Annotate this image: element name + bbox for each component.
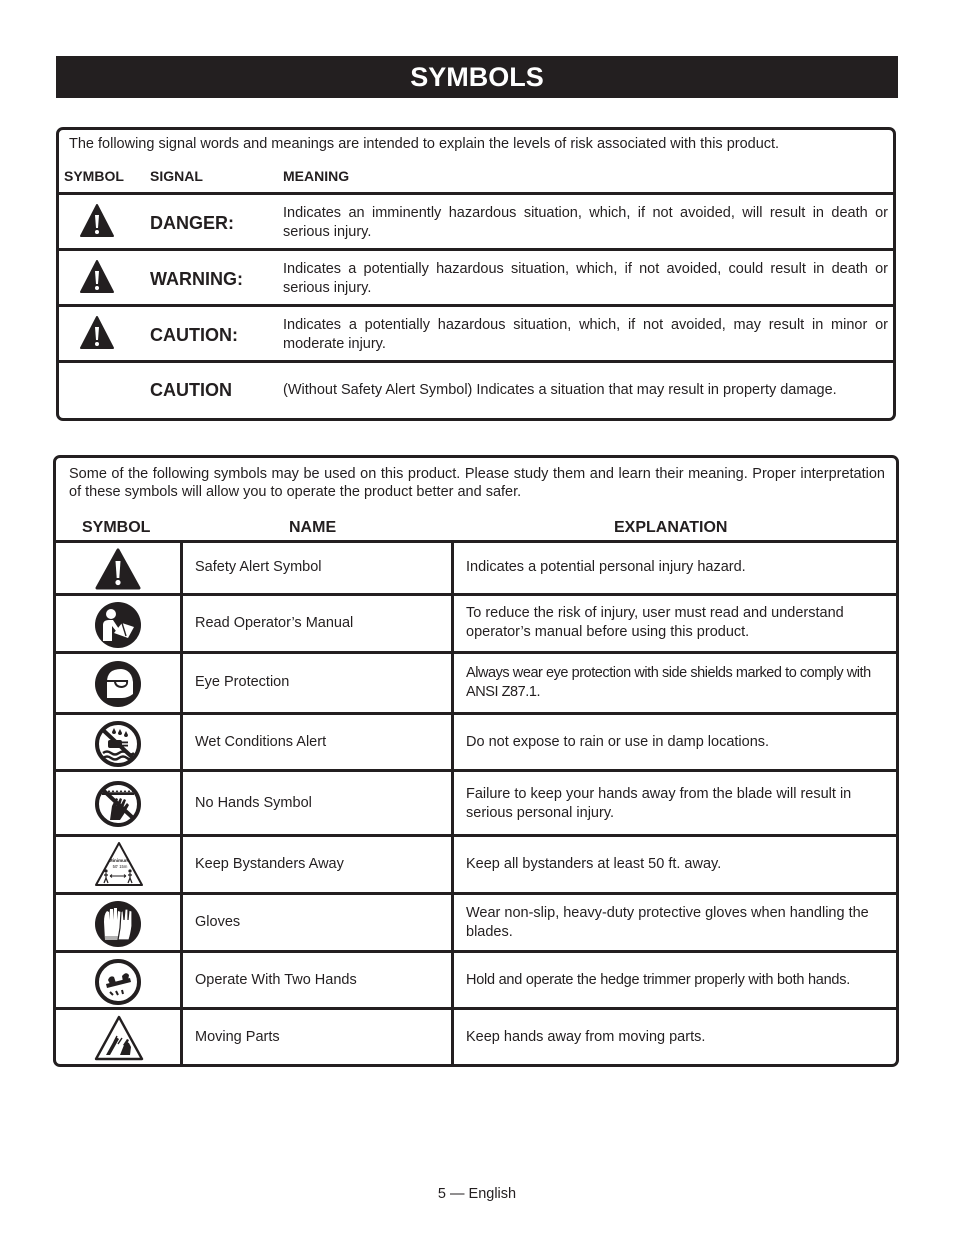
signal-word: DANGER:: [150, 213, 234, 233]
symbol-name: Gloves: [195, 914, 241, 930]
signal-meaning: Indicates a potentially hazardous situation, which, if not avoided, could result in death or serious injury.: [283, 261, 888, 296]
signal-row-warning: [59, 248, 893, 304]
symbol-explanation: Do not expose to rain or use in damp locations.: [466, 734, 770, 750]
symbol-name: Eye Protection: [195, 674, 290, 690]
symbol-name: No Hands Symbol: [195, 795, 312, 811]
two-hands-icon: [94, 958, 142, 1006]
symbol-explanation: Keep hands away from moving parts.: [466, 1029, 706, 1045]
signal-row-caution-alert: [59, 304, 893, 360]
signal-meaning: Indicates an imminently hazardous situation, which, if not avoided, will result in death or serious injury.: [283, 205, 888, 240]
signal-word: CAUTION:: [150, 325, 238, 345]
header-symbol: SYMBOL: [82, 519, 151, 536]
symbol-name: Moving Parts: [195, 1029, 280, 1045]
symbol-explanation: To reduce the risk of injury, user must read and understand operator’s manual before using this product.: [466, 605, 844, 640]
no-hands-icon: [94, 780, 142, 828]
signal-meaning: Indicates a potentially hazardous situation, which, if not avoided, may result in minor or moderate injury.: [283, 317, 888, 352]
symbols-box: [53, 455, 899, 1067]
moving-parts-icon: [94, 1015, 144, 1061]
safety-alert-icon: [79, 315, 115, 351]
page-title: SYMBOLS: [56, 56, 898, 98]
signal-meaning: (Without Safety Alert Symbol) Indicates a situation that may result in property damage.: [283, 382, 837, 398]
header-signal: SIGNAL: [150, 168, 203, 184]
signal-word: WARNING:: [150, 269, 243, 289]
symbol-name: Safety Alert Symbol: [195, 559, 322, 575]
signal-words-intro: The following signal words and meanings are intended to explain the levels of risk associated with this product.: [69, 136, 780, 152]
header-explanation: EXPLANATION: [614, 519, 728, 536]
symbol-explanation: Failure to keep your hands away from the blade will result in serious personal injury.: [466, 786, 852, 821]
gloves-icon: [94, 900, 142, 948]
column-divider: [180, 540, 183, 1064]
header-name: NAME: [289, 519, 337, 536]
symbol-explanation: Always wear eye protection with side shields marked to comply with ANSI Z87.1.: [466, 665, 871, 700]
column-divider: [451, 540, 454, 1064]
bystanders-distance-label: 50' 15m: [112, 864, 128, 869]
eye-protection-icon: [94, 660, 142, 708]
symbol-explanation: Hold and operate the hedge trimmer properly with both hands.: [466, 972, 850, 988]
signal-row-caution: [59, 360, 893, 418]
symbol-name: Read Operator’s Manual: [195, 615, 354, 631]
signal-row-danger: [59, 192, 893, 248]
symbols-intro: Some of the following symbols may be used on this product. Please study them and learn their meaning. Proper interpretation of these symbols will allow you to operate the product better and safer.: [69, 466, 885, 500]
read-manual-icon: [94, 601, 142, 649]
header-meaning: MEANING: [283, 168, 350, 184]
header-symbol: SYMBOL: [64, 168, 124, 184]
keep-bystanders-away-icon: [94, 841, 144, 887]
safety-alert-icon: [79, 259, 115, 295]
symbol-name: Wet Conditions Alert: [195, 734, 327, 750]
safety-alert-icon: [79, 203, 115, 239]
safety-alert-icon: [94, 547, 142, 591]
wet-conditions-icon: [94, 720, 142, 768]
signal-words-box: [56, 127, 896, 421]
bystanders-minimum-label: Minimum: [108, 858, 130, 863]
symbol-name: Operate With Two Hands: [195, 972, 357, 988]
symbol-explanation: Wear non-slip, heavy-duty protective gloves when handling the blades.: [466, 905, 869, 940]
symbol-explanation: Keep all bystanders at least 50 ft. away.: [466, 856, 722, 872]
page-footer: 5 — English: [437, 1186, 517, 1202]
symbol-explanation: Indicates a potential personal injury hazard.: [466, 559, 746, 575]
signal-word: CAUTION: [150, 380, 232, 400]
symbol-name: Keep Bystanders Away: [195, 856, 344, 872]
